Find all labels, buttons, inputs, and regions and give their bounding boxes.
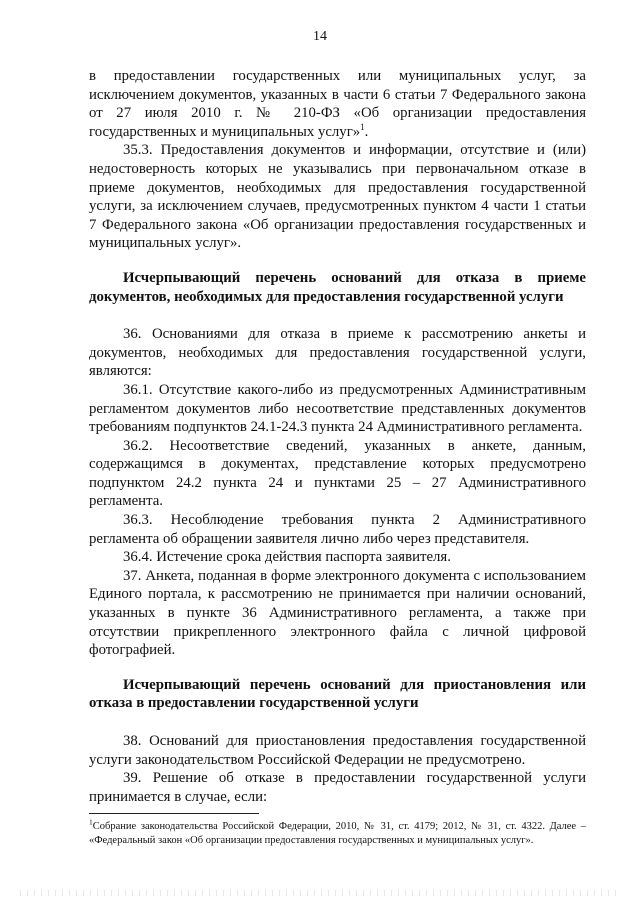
footnote-marker: 1 [89, 817, 93, 827]
paragraph-36-4: 36.4. Истечение срока действия паспорта заявителя. [123, 549, 451, 566]
paragraph-36-3: 36.3. Несоблюдение требования пункта 2 Административного регламента об обращении заявителя лично либо через представителя. [89, 512, 586, 547]
footnote [89, 817, 586, 848]
paragraph-36: 36. Основаниями для отказа в приеме к рассмотрению анкеты и документов, необходимых для предоставления государственной услуги, являются: [89, 326, 586, 380]
section-heading-refusal-acceptance: Исчерпывающий перечень оснований для отказа в приеме документов, необходимых для предоставления государственной услуги [89, 269, 586, 305]
paragraph-36-2: 36.2. Несоответствие сведений, указанных в анкете, данным, содержащимся в документах, представление которых предусмотрено подпунктом 24.2 пункта 24 и пунктами 25 – 27 Административного регламента. [89, 437, 586, 510]
footnote-divider [89, 813, 259, 814]
body-text [89, 67, 586, 806]
paragraph-end-punctuation: . [364, 123, 369, 140]
page-number: 14 [313, 29, 327, 44]
scan-edge-artifact [20, 890, 620, 896]
footnote-text: Собрание законодательства Российской Федерации, 2010, № 31, ст. 4179; 2012, № 31, ст. 4322. Далее – «Федеральный закон «Об организации предоставления государственных и муниципальных услуг». [89, 821, 586, 846]
paragraph-37: 37. Анкета, поданная в форме электронного документа с использованием Единого портала, к рассмотрению не принимается при наличии оснований, указанных в пункте 36 Административного регламента, а также при отсутствии прикрепленного электронного файла с личной цифровой фотографией. [89, 567, 586, 659]
paragraph-36-1: 36.1. Отсутствие какого-либо из предусмотренных Административным регламентом документов либо несоответствие представленных документов требованиям подпунктов 24.1-24.3 пункта 24 Административного регламента. [89, 381, 586, 436]
paragraph-38: 38. Оснований для приостановления предоставления государственной услуги законодательством Российской Федерации не предусмотрено. [89, 733, 586, 768]
paragraph-39: 39. Решение об отказе в предоставлении государственной услуги принимается в случае, если: [89, 770, 586, 805]
paragraph-continuation [89, 67, 586, 141]
footnote-reference: 1 [360, 121, 365, 132]
paragraph-35-3: 35.3. Предоставления документов и информации, отсутствие и (или) недостоверность которых не указывались при первоначальном отказе в приеме документов, необходимых для предоставления государственной услуги, за исключением случаев, предусмотренных пунктом 4 части 1 статьи 7 Федерального закона «Об организации предоставления государственных и муниципальных услуг». [89, 142, 586, 252]
section-heading-suspension-refusal: Исчерпывающий перечень оснований для приостановления или отказа в предоставлении государственной услуги [89, 676, 586, 712]
paragraph-text: в предоставлении государственных или муниципальных услуг, за исключением документов, указанных в части 6 статьи 7 Федерального закона от 27 июля 2010 г. № 210-ФЗ «Об организации предоставления государственных и муниципальных услуг» [89, 68, 586, 140]
